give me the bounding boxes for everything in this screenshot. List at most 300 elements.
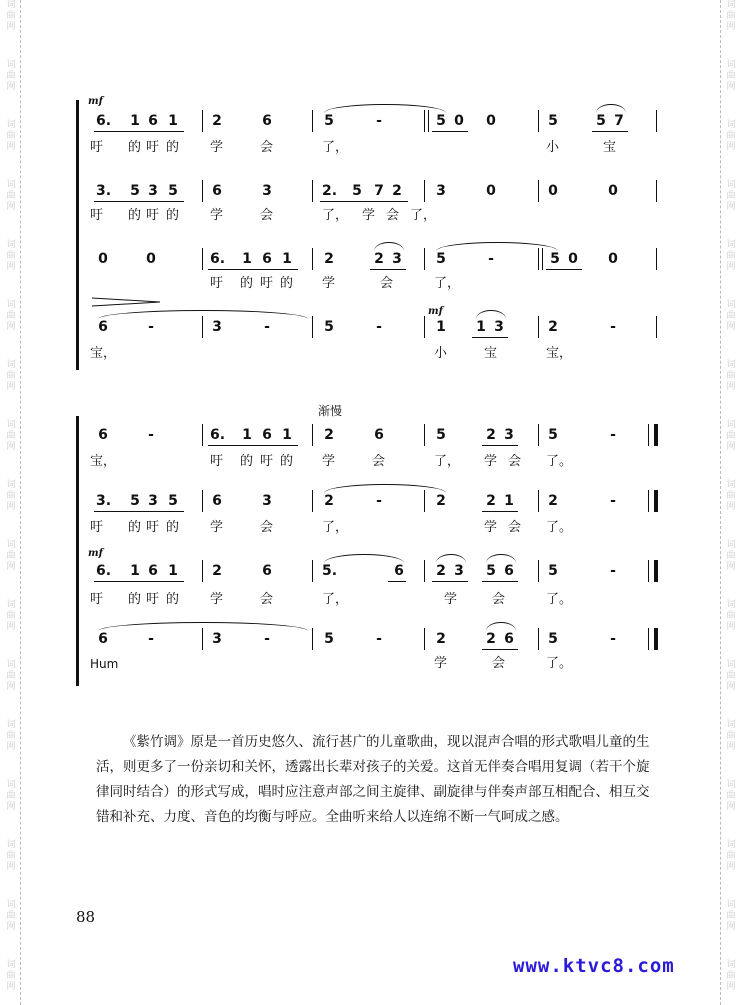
note: 2 <box>392 183 402 199</box>
lyric: 吁 <box>146 520 160 535</box>
note: 6 <box>504 631 514 647</box>
lyric: 会 <box>260 140 274 155</box>
lyric: 学 <box>210 520 224 535</box>
watermark-text: 词 曲 网 <box>6 420 16 452</box>
beam-underline <box>432 581 468 582</box>
lyric: 了， <box>322 208 349 223</box>
note: 5 <box>130 493 140 509</box>
lyric: 吁 <box>260 276 274 291</box>
note: 2 <box>324 251 334 267</box>
bar-line <box>648 490 649 512</box>
watermark-text: 词 曲 网 <box>6 300 16 332</box>
note: - <box>376 631 382 647</box>
note: 5 <box>436 251 446 267</box>
lyric: 的 <box>166 520 180 535</box>
bar-line <box>312 490 313 512</box>
lyric: 吁 <box>146 592 160 607</box>
note: 6 <box>98 427 108 443</box>
watermark-text: 词 曲 网 <box>6 0 16 32</box>
lyric: 吁 <box>90 520 104 535</box>
lyric: 的 <box>280 276 294 291</box>
lyric: Hum <box>90 657 119 671</box>
lyric: 吁 <box>146 140 160 155</box>
lyric: 的 <box>166 208 180 223</box>
watermark-text: 词 曲 网 <box>6 600 16 632</box>
watermark-text: 词 曲 网 <box>6 540 16 572</box>
note: 5 <box>324 631 334 647</box>
note: 5 <box>324 113 334 129</box>
bar-line <box>424 248 425 270</box>
note: 7 <box>374 183 384 199</box>
voice-row <box>88 562 668 586</box>
lyric-row <box>88 592 668 616</box>
lyric-row <box>88 208 668 232</box>
note: 7 <box>614 113 624 129</box>
note: - <box>376 319 382 335</box>
bar-line <box>424 316 425 338</box>
system-brace <box>76 100 85 370</box>
lyric: 的 <box>166 140 180 155</box>
lyric: 吁 <box>90 592 104 607</box>
note: - <box>264 631 270 647</box>
lyric: 的 <box>280 454 294 469</box>
note: 6 <box>262 427 272 443</box>
lyric: 学 <box>210 140 224 155</box>
beam-underline <box>482 511 518 512</box>
lyric: 了， <box>322 520 349 535</box>
voice-row <box>88 630 668 654</box>
voice-row <box>88 492 668 516</box>
note: - <box>610 319 616 335</box>
lyric: 了， <box>434 276 461 291</box>
note: 1 <box>504 493 514 509</box>
note: 2 <box>486 427 496 443</box>
note: 5 <box>548 113 558 129</box>
lyric: 会 <box>380 276 394 291</box>
note: 3 <box>212 631 222 647</box>
voice-row <box>88 182 668 206</box>
note: 1 <box>130 563 140 579</box>
lyric: 吁 <box>210 276 224 291</box>
bar-line <box>538 248 539 270</box>
note: 6 <box>262 113 272 129</box>
lyric: 吁 <box>146 208 160 223</box>
note: 3 <box>148 183 158 199</box>
bar-line <box>202 316 203 338</box>
note: 1 <box>242 427 252 443</box>
crescendo-hairpin <box>92 296 162 308</box>
watermark-text: 词 曲 网 <box>726 0 736 32</box>
note: 1 <box>282 251 292 267</box>
lyric: 的 <box>128 208 142 223</box>
bar-line <box>424 110 425 132</box>
bar-line <box>656 180 657 202</box>
lyric: 的 <box>240 276 254 291</box>
lyric: 学 <box>484 520 498 535</box>
note: 6 <box>504 563 514 579</box>
watermark-text: 词 曲 网 <box>6 480 16 512</box>
watermark-text: 词 曲 网 <box>726 60 736 92</box>
watermark-text: 词 曲 网 <box>726 480 736 512</box>
lyric-row <box>88 454 668 478</box>
note: 6. <box>96 113 112 129</box>
lyric: 了， <box>322 140 349 155</box>
lyric: 宝， <box>546 346 573 361</box>
lyric-row <box>88 520 668 544</box>
lyric: 了， <box>410 208 437 223</box>
bar-line <box>424 560 425 582</box>
note: 5 <box>130 183 140 199</box>
note: 5 <box>548 563 558 579</box>
final-bar-line <box>654 424 658 446</box>
bar-line <box>424 490 425 512</box>
bar-line <box>202 248 203 270</box>
note: - <box>148 427 154 443</box>
note: - <box>610 631 616 647</box>
note: 6 <box>98 631 108 647</box>
note: 3 <box>212 319 222 335</box>
bar-line <box>538 110 539 132</box>
note: 1 <box>476 319 486 335</box>
note: - <box>610 563 616 579</box>
bar-line <box>312 316 313 338</box>
dynamic-mark: mf <box>88 96 103 107</box>
note: 0 <box>454 113 464 129</box>
bar-line <box>312 248 313 270</box>
watermark-text: 词 曲 网 <box>6 780 16 812</box>
beam-underline <box>208 445 298 446</box>
note: 0 <box>608 251 618 267</box>
note: 6 <box>148 563 158 579</box>
watermark-text: 词 曲 网 <box>6 120 16 152</box>
bar-line <box>428 110 429 132</box>
note: 5 <box>436 427 446 443</box>
note: 3 <box>436 183 446 199</box>
note: 0 <box>98 251 108 267</box>
bar-line <box>648 560 649 582</box>
page-number: 88 <box>76 908 96 926</box>
note: 5 <box>548 427 558 443</box>
watermark-text: 词 曲 网 <box>6 180 16 212</box>
note: 2 <box>436 493 446 509</box>
tie <box>98 310 308 319</box>
note: 2 <box>212 113 222 129</box>
commentary-paragraph: 《紫竹调》原是一首历史悠久、流行甚广的儿童歌曲，现以混声合唱的形式歌唱儿童的生活，则更多了一份亲切和关怀，透露出长辈对孩子的关爱。这首无伴奏合唱用复调（若干个旋律同时结合）的形式写成，唱时应注意声部之间主旋律、副旋律与伴奏声部互相配合、相互交错和补充、力度、音色的均衡与呼应。全曲听来给人以连绵不断一气呵成之感。 <box>96 734 650 825</box>
note: 5 <box>352 183 362 199</box>
note: 2 <box>486 493 496 509</box>
watermark-text: 词 曲 网 <box>726 300 736 332</box>
lyric: 学 <box>362 208 376 223</box>
beam-underline <box>94 581 184 582</box>
note: 3 <box>262 493 272 509</box>
watermark-text: 词 曲 网 <box>726 600 736 632</box>
bar-line <box>312 424 313 446</box>
note: - <box>148 631 154 647</box>
lyric-row <box>88 346 668 370</box>
bar-line <box>202 560 203 582</box>
bar-line <box>648 424 649 446</box>
tie <box>486 622 516 631</box>
lyric: 了。 <box>546 454 573 469</box>
note: 5 <box>324 319 334 335</box>
note: 6 <box>262 563 272 579</box>
lyric-row <box>88 140 668 164</box>
bar-line <box>312 110 313 132</box>
tie <box>436 554 466 563</box>
watermark-text: 词 曲 网 <box>6 840 16 872</box>
lyric: 学 <box>322 454 336 469</box>
bar-line <box>648 628 649 650</box>
note: 3. <box>96 183 112 199</box>
lyric: 宝 <box>484 346 498 361</box>
lyric: 宝 <box>603 140 617 155</box>
final-bar-line <box>654 560 658 582</box>
note: 3 <box>504 427 514 443</box>
bar-line <box>538 424 539 446</box>
lyric: 学 <box>434 656 448 671</box>
watermark-text: 词 曲 网 <box>6 720 16 752</box>
bar-line <box>538 316 539 338</box>
note: 5 <box>486 563 496 579</box>
voice-row <box>88 112 668 136</box>
bar-line <box>538 560 539 582</box>
note: 6. <box>210 251 226 267</box>
system-brace <box>76 416 85 686</box>
note: 6 <box>98 319 108 335</box>
bar-line <box>656 248 657 270</box>
watermark-text: 词 曲 网 <box>6 60 16 92</box>
note: 3 <box>392 251 402 267</box>
note: 6 <box>262 251 272 267</box>
watermark-text: 词 曲 网 <box>726 360 736 392</box>
bar-line <box>312 180 313 202</box>
lyric: 的 <box>128 592 142 607</box>
bar-line <box>538 490 539 512</box>
score-system-1 <box>78 96 668 370</box>
note: 6. <box>96 563 112 579</box>
lyric: 了。 <box>546 520 573 535</box>
site-url: www.ktvc8.com <box>513 955 675 977</box>
watermark-text: 词 曲 网 <box>726 720 736 752</box>
note: 6 <box>374 427 384 443</box>
bar-line <box>656 316 657 338</box>
beam-underline <box>94 201 184 202</box>
bar-line <box>202 490 203 512</box>
note: 2 <box>324 493 334 509</box>
tie <box>374 242 404 251</box>
lyric: 的 <box>166 592 180 607</box>
beam-underline <box>388 581 406 582</box>
beam-underline <box>432 131 468 132</box>
lyric-row <box>88 656 668 680</box>
bar-line <box>424 424 425 446</box>
lyric: 会 <box>492 592 506 607</box>
lyric: 会 <box>372 454 386 469</box>
beam-underline <box>546 269 582 270</box>
lyric: 会 <box>508 520 522 535</box>
note: 0 <box>146 251 156 267</box>
watermark-text: 词 曲 网 <box>726 660 736 692</box>
note: 1 <box>242 251 252 267</box>
note: 5 <box>168 493 178 509</box>
note: 5 <box>168 183 178 199</box>
watermark-text: 词 曲 网 <box>6 960 16 992</box>
lyric: 宝， <box>90 454 117 469</box>
note: 2. <box>322 183 338 199</box>
note: 1 <box>282 427 292 443</box>
lyric: 了。 <box>546 656 573 671</box>
lyric: 宝， <box>90 346 117 361</box>
voice-row <box>88 318 668 342</box>
bar-line <box>202 110 203 132</box>
note: - <box>264 319 270 335</box>
bar-line <box>202 180 203 202</box>
bar-line <box>424 180 425 202</box>
bar-line <box>202 424 203 446</box>
note: 6 <box>148 113 158 129</box>
bar-line <box>542 248 543 270</box>
voice-row <box>88 426 668 450</box>
note: 2 <box>548 493 558 509</box>
note: 2 <box>486 631 496 647</box>
watermark-text: 词 曲 网 <box>6 660 16 692</box>
voice-row <box>88 250 668 274</box>
watermark-text: 词 曲 网 <box>726 180 736 212</box>
lyric: 会 <box>386 208 400 223</box>
note: 2 <box>548 319 558 335</box>
note: 5 <box>548 631 558 647</box>
tie <box>324 484 446 493</box>
watermark-text: 词 曲 网 <box>726 120 736 152</box>
bar-line <box>538 628 539 650</box>
lyric: 吁 <box>210 454 224 469</box>
note: 6 <box>212 183 222 199</box>
beam-underline <box>94 511 184 512</box>
beam-underline <box>592 131 628 132</box>
note: 6 <box>212 493 222 509</box>
note: 0 <box>568 251 578 267</box>
lyric: 小 <box>546 140 560 155</box>
lyric: 吁 <box>90 208 104 223</box>
lyric-row <box>88 276 668 300</box>
note: - <box>376 113 382 129</box>
lyric: 会 <box>492 656 506 671</box>
bar-line <box>202 628 203 650</box>
watermark-text: 词 曲 网 <box>726 960 736 992</box>
lyric: 了。 <box>546 592 573 607</box>
note: 5. <box>322 563 338 579</box>
watermark-text: 词 曲 网 <box>726 240 736 272</box>
note: - <box>610 493 616 509</box>
score-system-2 <box>78 416 668 686</box>
note: 3 <box>262 183 272 199</box>
bar-line <box>312 560 313 582</box>
note: 0 <box>486 113 496 129</box>
note: 2 <box>436 563 446 579</box>
lyric: 学 <box>210 208 224 223</box>
note: 2 <box>436 631 446 647</box>
note: 5 <box>596 113 606 129</box>
dynamic-mark: mf <box>88 548 103 559</box>
note: - <box>610 427 616 443</box>
beam-underline <box>482 581 518 582</box>
lyric: 会 <box>260 520 274 535</box>
note: 5 <box>550 251 560 267</box>
note: 1 <box>168 563 178 579</box>
bar-line <box>538 180 539 202</box>
bar-line <box>656 110 657 132</box>
note: 1 <box>436 319 446 335</box>
note: 5 <box>436 113 446 129</box>
bar-line <box>424 628 425 650</box>
lyric: 学 <box>210 592 224 607</box>
tie <box>486 554 516 563</box>
beam-underline <box>320 201 408 202</box>
note: - <box>488 251 494 267</box>
final-bar-line <box>654 490 658 512</box>
bar-line <box>312 628 313 650</box>
tie <box>324 554 404 563</box>
tie <box>98 622 308 631</box>
lyric: 了， <box>322 592 349 607</box>
note: 0 <box>486 183 496 199</box>
note: 3. <box>96 493 112 509</box>
note: 6. <box>210 427 226 443</box>
tempo-mark: 渐慢 <box>318 404 343 418</box>
lyric: 小 <box>434 346 448 361</box>
beam-underline <box>208 269 298 270</box>
watermark-text: 词 曲 网 <box>726 780 736 812</box>
dynamic-mark: mf <box>428 306 443 317</box>
note: 2 <box>212 563 222 579</box>
lyric: 学 <box>322 276 336 291</box>
note: 1 <box>168 113 178 129</box>
watermark-text: 词 曲 网 <box>6 240 16 272</box>
lyric: 会 <box>260 592 274 607</box>
note: 1 <box>130 113 140 129</box>
watermark-text: 词 曲 网 <box>6 360 16 392</box>
watermark-text: 词 曲 网 <box>726 840 736 872</box>
beam-underline <box>472 337 508 338</box>
note: 0 <box>608 183 618 199</box>
lyric: 吁 <box>90 140 104 155</box>
watermark-text: 词 曲 网 <box>726 540 736 572</box>
lyric: 学 <box>444 592 458 607</box>
lyric: 学 <box>484 454 498 469</box>
final-bar-line <box>654 628 658 650</box>
note: 2 <box>324 427 334 443</box>
beam-underline <box>370 269 406 270</box>
tie <box>596 104 626 113</box>
tie <box>436 242 558 251</box>
note: 2 <box>374 251 384 267</box>
beam-underline <box>94 131 184 132</box>
note: - <box>148 319 154 335</box>
lyric: 会 <box>508 454 522 469</box>
note: 3 <box>454 563 464 579</box>
note: - <box>376 493 382 509</box>
lyric: 的 <box>240 454 254 469</box>
lyric: 的 <box>128 520 142 535</box>
watermark-text: 词 曲 网 <box>6 900 16 932</box>
lyric: 的 <box>128 140 142 155</box>
note: 6 <box>394 563 404 579</box>
note: 3 <box>494 319 504 335</box>
note: 0 <box>548 183 558 199</box>
note: 3 <box>148 493 158 509</box>
beam-underline <box>482 649 518 650</box>
beam-underline <box>482 445 518 446</box>
